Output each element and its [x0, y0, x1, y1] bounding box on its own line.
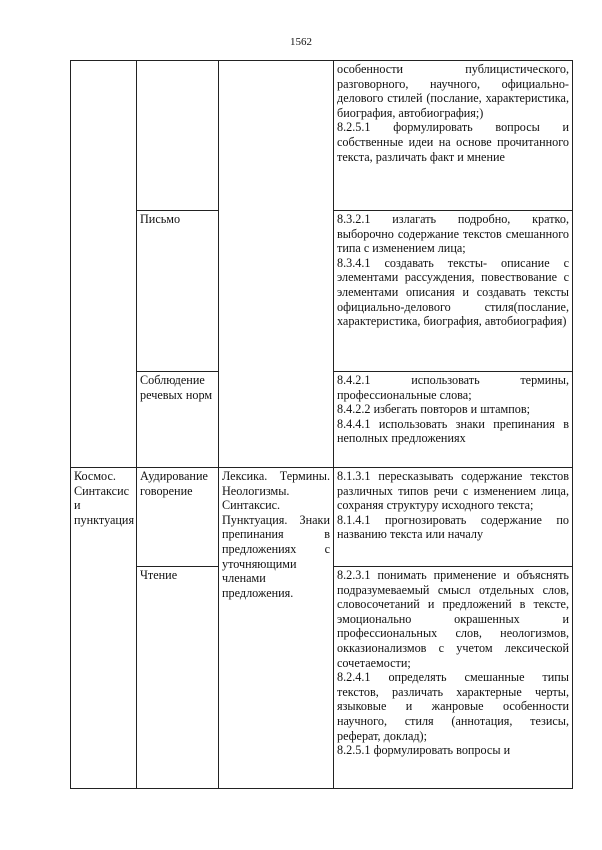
objective-text: 8.2.3.1 понимать применение и объяснять подразумеваемый смысл отдельных слов, словосочетаний и предложений в тексте, эмоционально окрашенных и профессиональных слов, неологизмов, окказионализмов с учетом лексической сочетаемости;: [337, 568, 569, 670]
objectives-cell: [334, 567, 573, 789]
objective-text: 8.3.2.1 излагать подробно, кратко, выборочно содержание текстов смешанного типа с изменением лица;: [337, 212, 569, 256]
topic-cell: Лексика. Термины. Неологизмы. Синтаксис. Пунктуация. Знаки препинания в предложениях с уточняющими членами предложения.: [219, 468, 334, 789]
curriculum-table: [70, 60, 573, 789]
skill-cell: Соблюдение речевых норм: [137, 372, 219, 468]
skill-cell: Аудирование говорение: [137, 468, 219, 567]
objectives-cell: [334, 211, 573, 372]
objective-text: особенности публицистического, разговорного, научного, официально-делового стилей (послание, характеристика, биография, автобиография;): [337, 62, 569, 120]
skill-cell: [137, 61, 219, 211]
table-row: [71, 61, 573, 211]
skill-cell: Письмо: [137, 211, 219, 372]
objective-text: 8.1.4.1 прогнозировать содержание по названию текста или началу: [337, 512, 569, 542]
objectives-cell: [334, 468, 573, 567]
topic-cell: [219, 61, 334, 468]
page-number: 1562: [290, 36, 312, 48]
table-row: [71, 468, 573, 567]
objective-text: 8.2.4.1 определять смешанные типы текстов, различать характерные черты, языковые и жанровые особенности научного, стиля (аннотация, тезисы, реферат, доклад);: [337, 670, 569, 743]
objective-text: 8.2.5.1 формулировать вопросы и: [337, 743, 511, 758]
objectives-cell: [334, 372, 573, 468]
objective-text: 8.2.5.1 формулировать вопросы и собственные идеи на основе прочитанного текста, различать факт и мнение: [337, 120, 569, 164]
objective-text: 8.4.2.1 использовать термины, профессиональные слова;: [337, 373, 569, 402]
objectives-cell: [334, 61, 573, 211]
section-cell: [71, 61, 137, 468]
objective-text: 8.4.2.2 избегать повторов и штампов;: [337, 402, 530, 417]
objective-text: 8.4.4.1 использовать знаки препинания в неполных предложениях: [337, 416, 569, 446]
section-cell: Космос. Синтаксис и пунктуация: [71, 468, 137, 789]
objective-text: 8.1.3.1 пересказывать содержание текстов различных типов речи с изменением лица, сохраняя структуру исходного текста;: [337, 469, 569, 513]
skill-cell: Чтение: [137, 567, 219, 789]
objective-text: 8.3.4.1 создавать тексты- описание с элементами рассуждения, повествование с элементами описания и создавать тексты официально-делового стиля(послание, характеристика, биография, автобиография): [337, 255, 569, 329]
